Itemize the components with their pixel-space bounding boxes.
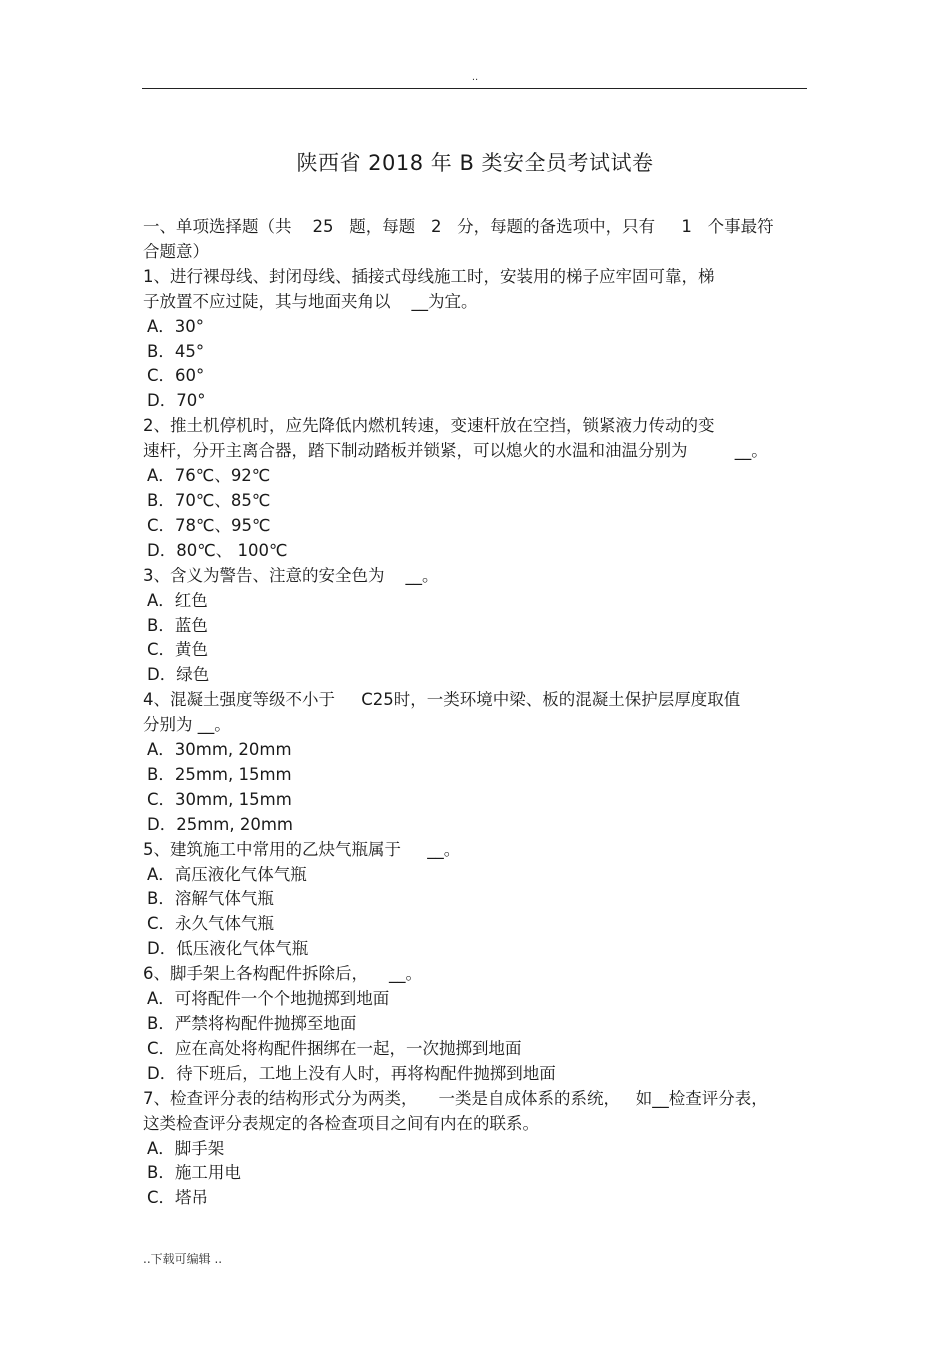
question-6: [143, 962, 808, 1087]
option-a: A．30°: [147, 316, 205, 336]
page-title: 陕西省 2018 年 B 类安全员考试试卷: [296, 151, 654, 175]
footer-note: ..下载可编辑 ..: [143, 1252, 223, 1266]
question-text: 2、推土机停机时，应先降低内燃机转速，变速杆放在空挡，锁紧液力传动的变: [143, 416, 715, 436]
option-d: D．70°: [147, 391, 206, 411]
option-d: D．低压液化气体气瓶: [147, 939, 309, 959]
option-c: C．永久气体气瓶: [147, 914, 275, 934]
question-text: 6、脚手架上各构配件拆除后， __。: [143, 964, 422, 984]
option-b: B．45°: [147, 341, 205, 361]
question-text: 子放置不应过陡，其与地面夹角以 __为宜。: [143, 291, 478, 311]
option-a: A．可将配件一个个地抛掷到地面: [147, 989, 390, 1009]
option-b: B．蓝色: [147, 615, 208, 635]
option-d: D．25mm, 20mm: [147, 814, 293, 834]
option-c: C．78℃、95℃: [147, 515, 271, 535]
question-2: [143, 414, 808, 563]
header-mark: ..: [471, 72, 479, 83]
option-b: B．严禁将构配件抛掷至地面: [147, 1014, 357, 1033]
question-1: [143, 265, 808, 414]
section-heading-line-1: 一、单项选择题（共 25 题，每题 2 分，每题的备选项中，只有 1 个事最符: [143, 217, 774, 236]
exam-content: [143, 215, 808, 1211]
question-text: 1、进行裸母线、封闭母线、插接式母线施工时，安装用的梯子应牢固可靠，梯: [143, 266, 715, 286]
question-text: 5、建筑施工中常用的乙炔气瓶属于 __。: [143, 839, 461, 859]
option-d: D．待下班后，工地上没有人时，再将构配件抛掷到地面: [147, 1063, 556, 1083]
question-text: 这类检查评分表规定的各检查项目之间有内在的联系。: [143, 1113, 539, 1133]
section-heading-line-2: 合题意）: [143, 241, 209, 261]
option-d: D．绿色: [147, 665, 210, 685]
option-c: C．30mm, 15mm: [147, 789, 292, 809]
option-c: C．60°: [147, 366, 205, 386]
question-7: [143, 1087, 808, 1212]
question-4: [143, 688, 808, 837]
question-text: 速杆，分开主离合器，踏下制动踏板并锁紧，可以熄火的水温和油温分别为 __。: [143, 441, 768, 461]
header-rule: [142, 88, 807, 89]
question-text: 4、混凝土强度等级不小于 C25时，一类环境中梁、板的混凝土保护层厚度取值: [143, 690, 741, 710]
option-b: B．施工用电: [147, 1163, 241, 1183]
option-b: B．溶解气体气瓶: [147, 889, 274, 909]
question-3: [143, 564, 808, 689]
question-text: 3、含义为警告、注意的安全色为 __。: [143, 565, 439, 585]
option-a: A．30mm, 20mm: [147, 740, 292, 760]
option-d: D．80℃、 100℃: [147, 540, 288, 560]
question-text: 7、检查评分表的结构形式分为两类， 一类是自成体系的系统， 如__检查评分表，: [143, 1088, 768, 1108]
option-a: A．红色: [147, 590, 208, 610]
option-b: B．25mm, 15mm: [147, 764, 292, 784]
option-a: A．76℃、92℃: [147, 466, 271, 486]
option-a: A．脚手架: [147, 1138, 225, 1158]
option-c: C．黄色: [147, 640, 209, 660]
option-c: C．塔吊: [147, 1188, 209, 1208]
question-text: 分别为 __。: [143, 715, 231, 735]
option-a: A．高压液化气体气瓶: [147, 864, 307, 884]
option-b: B．70℃、85℃: [147, 490, 271, 510]
question-5: [143, 838, 808, 963]
option-c: C．应在高处将构配件捆绑在一起，一次抛掷到地面: [147, 1038, 522, 1058]
